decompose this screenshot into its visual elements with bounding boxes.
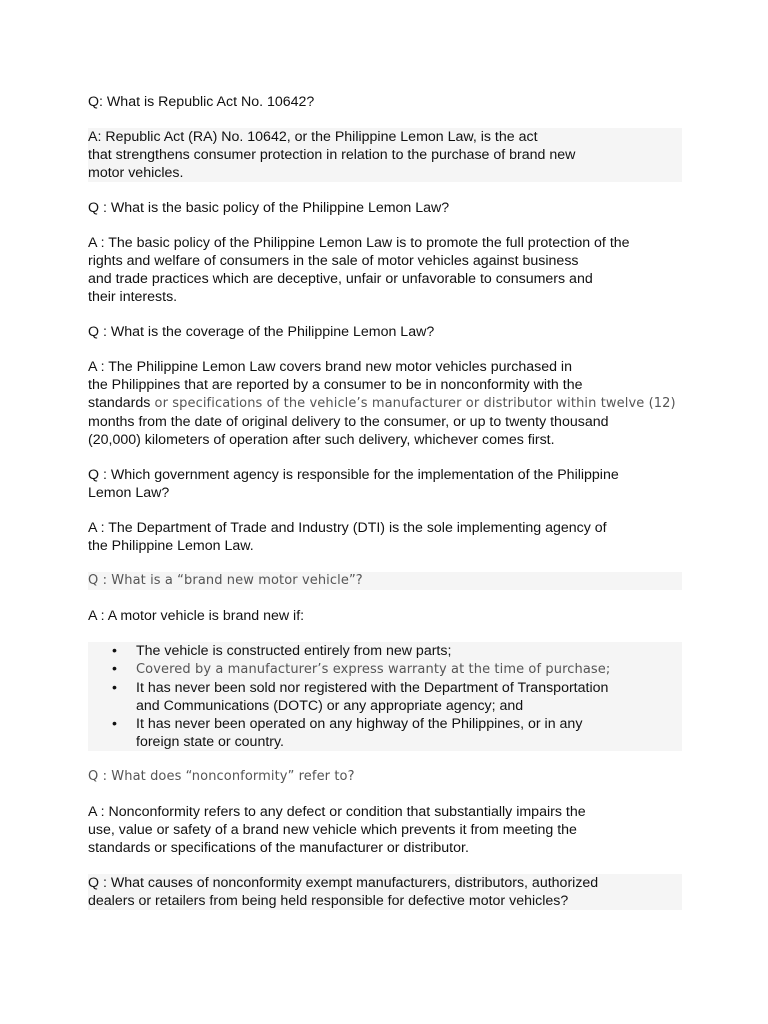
list-item: • It has never been operated on any highway of the Philippines, or in any foreign state or country. (112, 716, 583, 750)
answer-3 (88, 358, 682, 449)
answer-2: A : The basic policy of the Philippine Lemon Law is to promote the full protection of the rights and welfare of consumers in the sale of motor vehicles against business and trade practices which are deceptive, unfair or unfavorable to consumers and their interests. (88, 235, 630, 305)
question-5: Q : What is a “brand new motor vehicle”? (88, 572, 682, 590)
list-item: • Covered by a manufacturer’s express warranty at the time of purchase; (112, 661, 611, 677)
answer-6: A : Nonconformity refers to any defect or condition that substantially impairs the use, value or safety of a brand new vehicle which prevents it from meeting the standards or specifications of the manufacturer or distributor. (88, 804, 586, 856)
document-body (88, 93, 682, 927)
answer-3-line-3-rest: or specifications of the vehicle’s manufacturer or distributor within twelve (12) (150, 396, 676, 411)
bullet-icon: • (112, 680, 117, 696)
question-7: Q : What causes of nonconformity exempt manufacturers, distributors, authorized dealers or retailers from being held responsible for defective motor vehicles? (88, 874, 682, 910)
list-item: • The vehicle is constructed entirely from new parts; (112, 643, 452, 659)
question-4: Q : Which government agency is responsible for the implementation of the Philippine Lemon Law? (88, 467, 619, 501)
answer-4: A : The Department of Trade and Industry (DTI) is the sole implementing agency of the Philippine Lemon Law. (88, 520, 607, 554)
answer-3-line-3 (88, 394, 682, 413)
brand-new-criteria-list (88, 642, 682, 751)
answer-5-intro: A : A motor vehicle is brand new if: (88, 608, 305, 624)
answer-3-line-5: (20,000) kilometers of operation after such delivery, whichever comes first. (88, 432, 555, 448)
list-item: • It has never been sold nor registered with the Department of Transportation and Communications (DOTC) or any appropriate agency; and (112, 680, 609, 714)
answer-3-line-1: A : The Philippine Lemon Law covers brand new motor vehicles purchased in (88, 359, 572, 375)
question-3: Q : What is the coverage of the Philippine Lemon Law? (88, 324, 435, 340)
question-2: Q : What is the basic policy of the Philippine Lemon Law? (88, 200, 450, 216)
answer-3-line-2: the Philippines that are reported by a consumer to be in nonconformity with the (88, 377, 583, 393)
answer-3-line-3-start: standards (88, 395, 151, 411)
bullet-icon: • (112, 716, 117, 732)
bullet-icon: • (112, 661, 117, 677)
question-6: Q : What does “nonconformity” refer to? (88, 769, 355, 784)
answer-3-line-4: months from the date of original delivery to the consumer, or up to twenty thousand (88, 414, 609, 430)
bullet-icon: • (112, 643, 117, 659)
answer-1: A: Republic Act (RA) No. 10642, or the Philippine Lemon Law, is the act that strengthens consumer protection in relation to the purchase of brand new motor vehicles. (88, 128, 682, 182)
question-1: Q: What is Republic Act No. 10642? (88, 94, 315, 110)
